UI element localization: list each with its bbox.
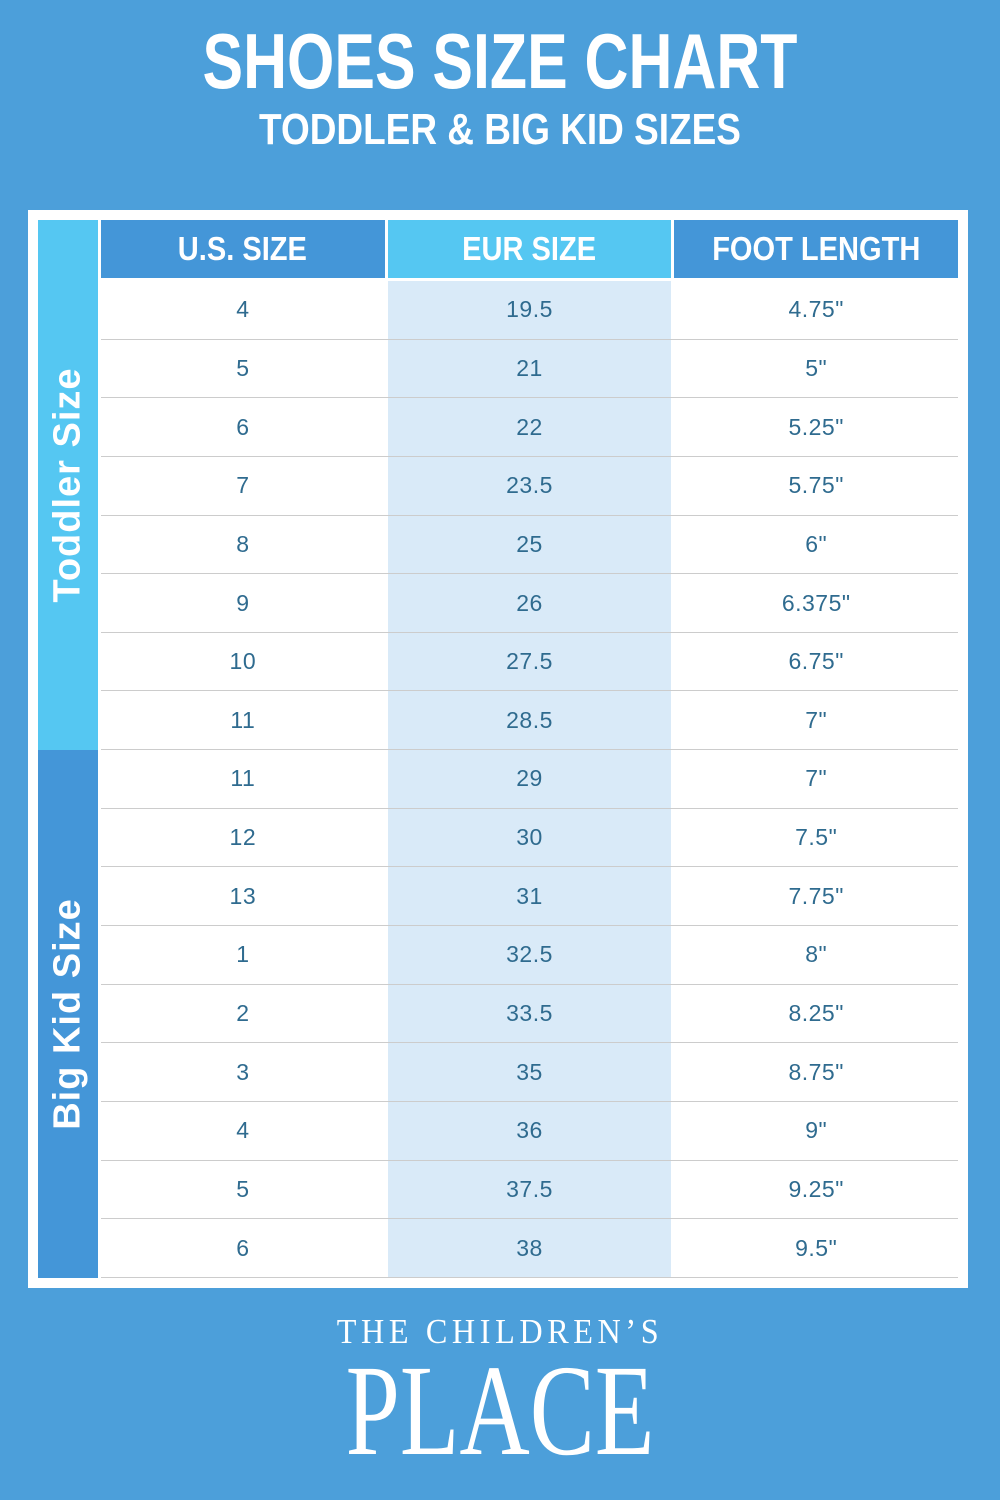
brand-name-line1: THE CHILDREN’S: [336, 1312, 664, 1351]
foot-length-cell: 9.25": [788, 1175, 844, 1202]
table-row: [101, 985, 958, 1044]
foot-length-cell: 9.5": [795, 1234, 838, 1261]
column-header-foot-length-label: FOOT LENGTH: [712, 230, 921, 267]
eur-size-cell: 28.5: [385, 691, 675, 749]
table-row: [101, 398, 958, 457]
us-size-cell: 8: [236, 530, 250, 557]
eur-size-cell: 21: [385, 340, 675, 398]
group-block-toddler-size: [38, 220, 98, 750]
table-body: [101, 281, 958, 1278]
table-row: [101, 340, 958, 399]
eur-size-cell: 32.5: [385, 926, 675, 984]
eur-size-cell: 25: [385, 516, 675, 574]
foot-length-cell: 9": [805, 1117, 828, 1144]
foot-length-cell: 7.75": [788, 882, 844, 909]
eur-size-cell: 19.5: [385, 281, 675, 339]
us-size-cell: 1: [236, 941, 250, 968]
foot-length-cell: 6.375": [781, 589, 851, 616]
eur-size-cell: 31: [385, 867, 675, 925]
column-header-foot-length: [674, 220, 958, 278]
column-header-eur-size: [388, 220, 672, 278]
foot-length-cell: 5": [805, 354, 828, 381]
column-header-us-size: [101, 220, 385, 278]
table-content: [101, 220, 958, 1278]
foot-length-cell: 5.25": [788, 413, 844, 440]
page-subtitle: TODDLER & BIG KID SIZES: [259, 104, 741, 154]
brand-name-line2: PLACE: [345, 1339, 655, 1483]
table-header-row: [101, 220, 958, 278]
eur-size-cell: 26: [385, 574, 675, 632]
table-row: [101, 867, 958, 926]
group-block-big-kid-size: [38, 750, 98, 1278]
foot-length-cell: 5.75": [788, 472, 844, 499]
us-size-cell: 11: [230, 706, 256, 733]
us-size-cell: 4: [236, 296, 250, 323]
us-size-cell: 9: [236, 589, 250, 616]
us-size-cell: 11: [230, 765, 256, 792]
us-size-cell: 2: [236, 1000, 250, 1026]
eur-size-cell: 36: [385, 1102, 675, 1160]
us-size-cell: 7: [236, 472, 250, 499]
row-group-strip: [38, 220, 98, 1278]
foot-length-cell: 6": [805, 530, 828, 557]
foot-length-cell: 8.25": [788, 1000, 844, 1026]
column-header-us-size-label: U.S. SIZE: [178, 230, 308, 267]
group-label-toddler-size: Toddler Size: [46, 367, 89, 603]
foot-length-cell: 8": [805, 941, 828, 968]
title-block: [0, 0, 1000, 152]
foot-length-cell: 6.75": [788, 648, 844, 675]
eur-size-cell: 30: [385, 809, 675, 867]
us-size-cell: 5: [236, 354, 250, 381]
eur-size-cell: 35: [385, 1043, 675, 1101]
eur-size-cell: 38: [385, 1219, 675, 1277]
table-row: [101, 1102, 958, 1161]
us-size-cell: 4: [236, 1117, 250, 1144]
us-size-cell: 6: [236, 1234, 250, 1261]
table-row: [101, 1043, 958, 1102]
brand-logo: [0, 1312, 1000, 1483]
table-row: [101, 926, 958, 985]
foot-length-cell: 7.5": [795, 824, 838, 851]
us-size-cell: 13: [229, 882, 257, 909]
table-row: [101, 574, 958, 633]
size-chart-table: [28, 210, 968, 1288]
table-row: [101, 750, 958, 809]
table-row: [101, 516, 958, 575]
table-row: [101, 1161, 958, 1220]
eur-size-cell: 22: [385, 398, 675, 456]
us-size-cell: 3: [236, 1058, 250, 1085]
us-size-cell: 12: [229, 824, 257, 851]
column-header-eur-size-label: EUR SIZE: [462, 230, 597, 267]
foot-length-cell: 4.75": [788, 296, 844, 323]
eur-size-cell: 33.5: [385, 985, 675, 1043]
table-row: [101, 457, 958, 516]
table-row: [101, 809, 958, 868]
eur-size-cell: 37.5: [385, 1161, 675, 1219]
table-row: [101, 633, 958, 692]
us-size-cell: 10: [229, 648, 257, 675]
foot-length-cell: 8.75": [788, 1058, 844, 1085]
page-title: SHOES SIZE CHART: [202, 17, 798, 105]
foot-length-cell: 7": [805, 706, 828, 733]
table-row: [101, 1219, 958, 1278]
foot-length-cell: 7": [805, 765, 828, 792]
eur-size-cell: 27.5: [385, 633, 675, 691]
group-label-big-kid-size: Big Kid Size: [46, 898, 89, 1130]
us-size-cell: 6: [236, 413, 250, 440]
eur-size-cell: 23.5: [385, 457, 675, 515]
table-row: [101, 691, 958, 750]
table-row: [101, 281, 958, 340]
us-size-cell: 5: [236, 1175, 250, 1202]
eur-size-cell: 29: [385, 750, 675, 808]
